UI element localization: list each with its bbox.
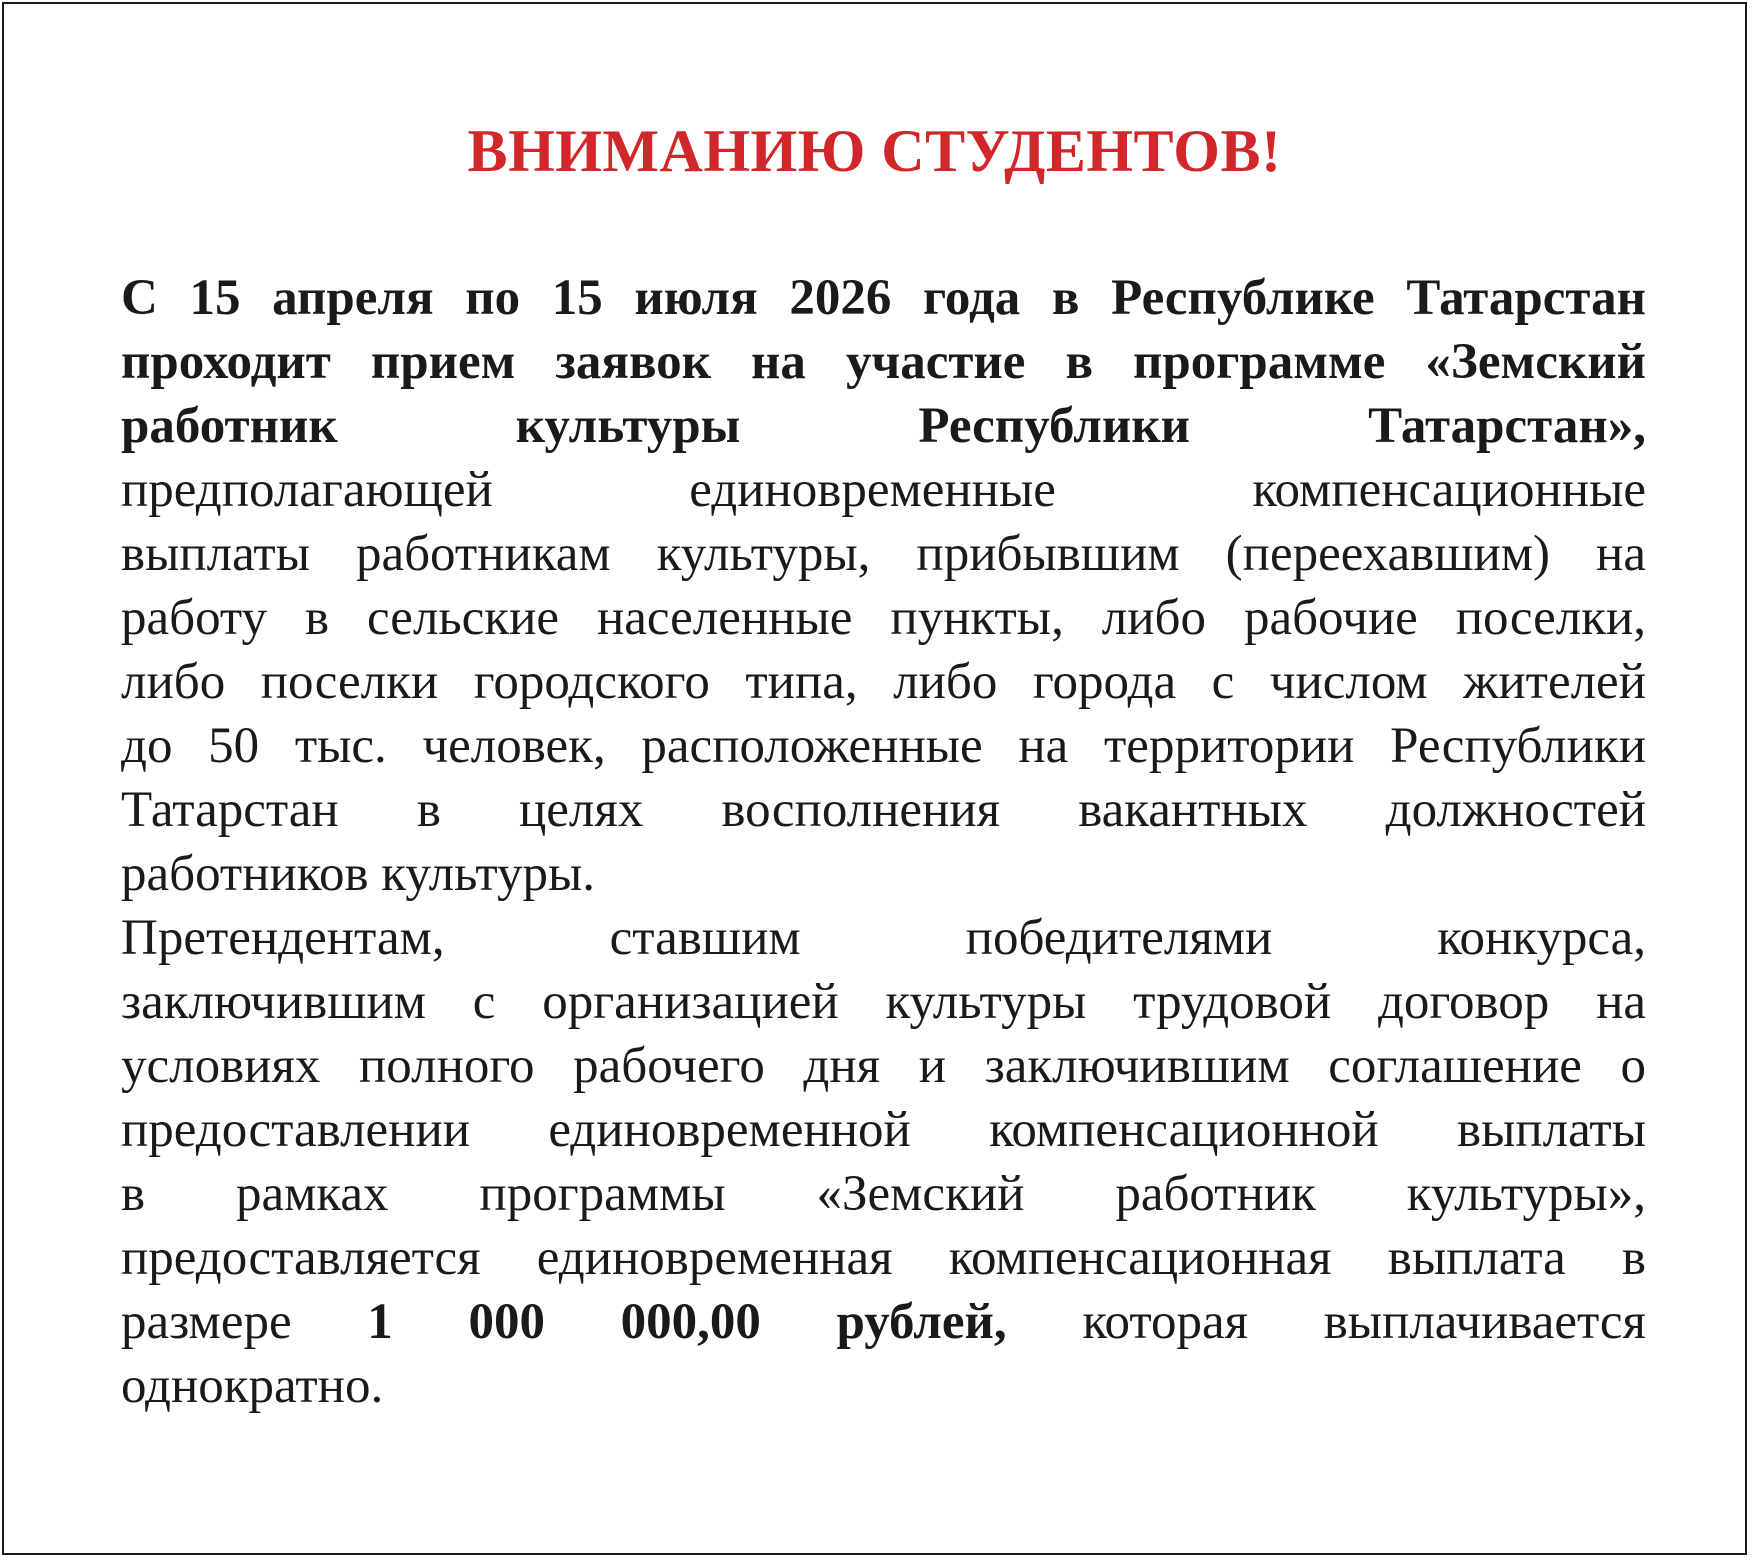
paragraph1-line: С 15 апреля по 15 июля 2026 года в Республике Татарстан [121,270,1646,326]
amount-line [121,1290,1646,1354]
paragraph2-line: предоставляется единовременная компенсационная выплата в [121,1230,1646,1286]
paragraph1-line: до 50 тыс. человек, расположенные на территории Республики [121,718,1646,774]
paragraph2-line: Претендентам, ставшим победителями конкурса, [121,910,1646,966]
paragraph1-line: выплаты работникам культуры, прибывшим (переехавшим) на [121,526,1646,582]
paragraph1-line: работник культуры Республики Татарстан», [121,398,1646,454]
paragraph2-line: в рамках программы «Земский работник культуры», [121,1166,1646,1222]
amount-value: 1 000 000,00 рублей, [367,1294,1007,1350]
paragraph1-line: предполагающей единовременные компенсационные [121,462,1646,518]
notice-frame [2,2,1747,1555]
paragraph1-line: Татарстан в целях восполнения вакантных должностей [121,782,1646,838]
paragraph2-line: условиях полного рабочего дня и заключившим соглашение о [121,1038,1646,1094]
notice-body [121,266,1646,1418]
paragraph1-line: проходит прием заявок на участие в программе «Земский [121,334,1646,390]
paragraph1-line: либо поселки городского типа, либо города с числом жителей [121,654,1646,710]
paragraph2-last-line: однократно. [121,1358,384,1414]
notice-title: ВНИМАНИЮ СТУДЕНТОВ! [467,118,1282,184]
paragraph1-line: работников культуры. [121,846,596,902]
amount-prefix: размере [121,1294,292,1350]
paragraph1-line: работу в сельские населенные пункты, либо рабочие поселки, [121,590,1646,646]
paragraph2-line: предоставлении единовременной компенсационной выплаты [121,1102,1646,1158]
paragraph2-line: заключившим с организацией культуры трудовой договор на [121,974,1646,1030]
amount-suffix: которая выплачивается [1082,1294,1646,1350]
